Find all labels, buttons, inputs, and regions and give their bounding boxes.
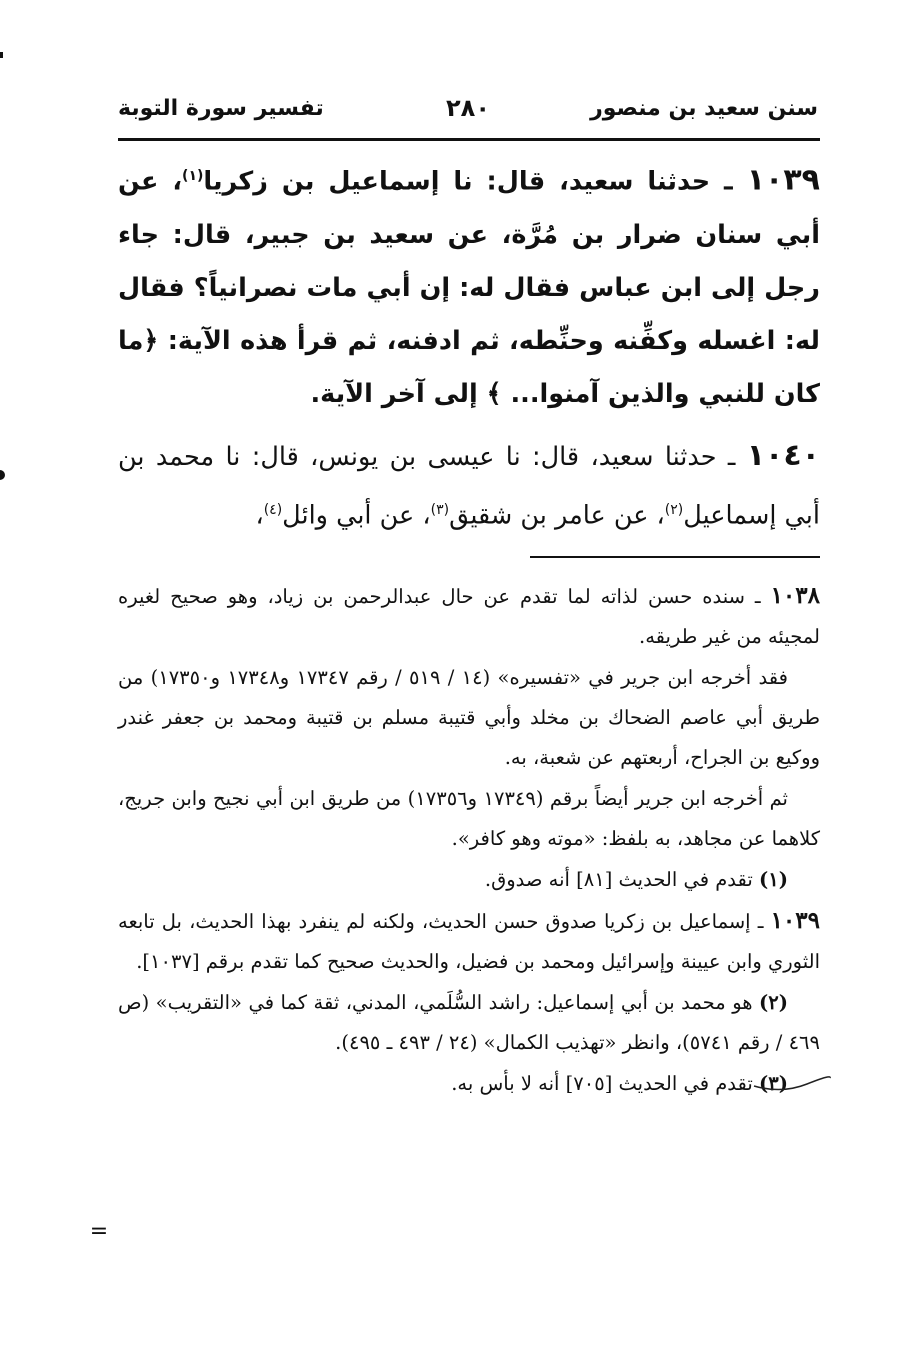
footnote-marker: (٢): [759, 991, 788, 1014]
note-1038: [118, 576, 820, 657]
footnote-marker: (٣): [759, 1072, 788, 1095]
book-title: سنن سعيد بن منصور: [590, 96, 818, 121]
hadith-text: ، عن عامر بن شقيق: [449, 500, 665, 530]
footnote-rule: [530, 556, 820, 558]
main-text: [118, 150, 820, 550]
hadith-1039: [118, 150, 820, 421]
footnote-ref: (٢): [664, 501, 684, 518]
footnote-2: [118, 983, 820, 1063]
footnote-marker: (١): [759, 868, 788, 891]
footnote-text: هو محمد بن أبي إسماعيل: راشد السُّلَمي، المدني، ثقة كما في «التقريب» (ص ٤٦٩ / رقم ٥٧٤١)، وانظر «تهذيب الكمال» (٢٤ / ٤٩٣ ـ ٤٩٥).: [118, 991, 820, 1054]
hadith-1040: [118, 429, 820, 543]
note-text: ـ إسماعيل بن زكريا صدوق حسن الحديث، ولكنه لم ينفرد بهذا الحديث، بل تابعه الثوري وابن عيينة وإسرائيل ومحمد بن فضيل، والحديث صحيح كما تقدم برقم [١٠٣٧].: [118, 910, 820, 973]
header-rule: [118, 138, 820, 141]
footnote-1: [118, 860, 820, 900]
section-title: تفسير سورة التوبة: [118, 96, 324, 121]
hadith-text: ،: [255, 500, 264, 530]
hadith-number: ١٠٣٩: [746, 162, 820, 198]
note-1039: [118, 901, 820, 982]
footnote-text: تقدم في الحديث [٧٠٥] أنه لا بأس به.: [451, 1072, 760, 1095]
running-header: [118, 92, 818, 132]
hadith-text: ، عن أبي وائل: [282, 500, 431, 530]
footnote-text: تقدم في الحديث [٨١] أنه صدوق.: [484, 868, 760, 891]
footnote-ref: (٣): [430, 501, 450, 518]
margin-mark: =: [89, 1219, 109, 1244]
hadith-number: ١٠٤٠: [746, 437, 820, 473]
footnote-ref: (١): [182, 168, 204, 184]
footnote-ref: (٤): [263, 501, 283, 518]
hadith-text: ، عن أبي سنان ضرار بن مُرَّة، عن سعيد بن جبير، قال: جاء رجل إلى ابن عباس فقال له: إن أبي مات نصرانياً؟ فقال له: اغسله وكفِّنه وحنِّطه، ثم ادفنه، ثم قرأ هذه الآية: ﴿ما كان للنبي والذين آمنوا... ﴾ إلى آخر الآية.: [118, 166, 820, 409]
hadith-text: ـ حدثنا سعيد، قال: نا عيسى بن يونس، قال: نا محمد بن أبي إسماعيل: [118, 441, 820, 530]
note-paragraph: ثم أخرجه ابن جرير أيضاً برقم (١٧٣٤٩ و١٧٣٥٦) من طريق ابن أبي نجيح وابن جريج، كلاهما عن مجاهد، به بلفظ: «موته وهو كافر».: [118, 787, 820, 850]
hadith-text: ـ حدثنا سعيد، قال: نا إسماعيل بن زكريا: [203, 166, 747, 197]
footnote-3: [118, 1064, 820, 1104]
footnotes: [118, 576, 820, 1105]
note-text: ـ سنده حسن لذاته لما تقدم عن حال عبدالرحمن بن زياد، وهو صحيح لغيره لمجيئه من غير طريقه.: [118, 585, 820, 648]
scan-speck: [0, 52, 3, 58]
page-number: ٢٨٠: [446, 94, 490, 122]
note-paragraph: فقد أخرجه ابن جرير في «تفسيره» (١٤ / ٥١٩ / رقم ١٧٣٤٧ و١٧٣٤٨ و١٧٣٥٠) من طريق أبي عاصم الضحاك بن مخلد وأبي قتيبة مسلم بن قتيبة ومحمد بن جعفر غندر ووكيع بن الجراح، أربعتهم عن شعبة، به.: [118, 666, 820, 769]
note-number: ١٠٣٩: [770, 907, 820, 934]
handwritten-underline: [752, 1066, 832, 1096]
scan-speck-left: [0, 470, 5, 480]
note-number: ١٠٣٨: [770, 582, 820, 609]
